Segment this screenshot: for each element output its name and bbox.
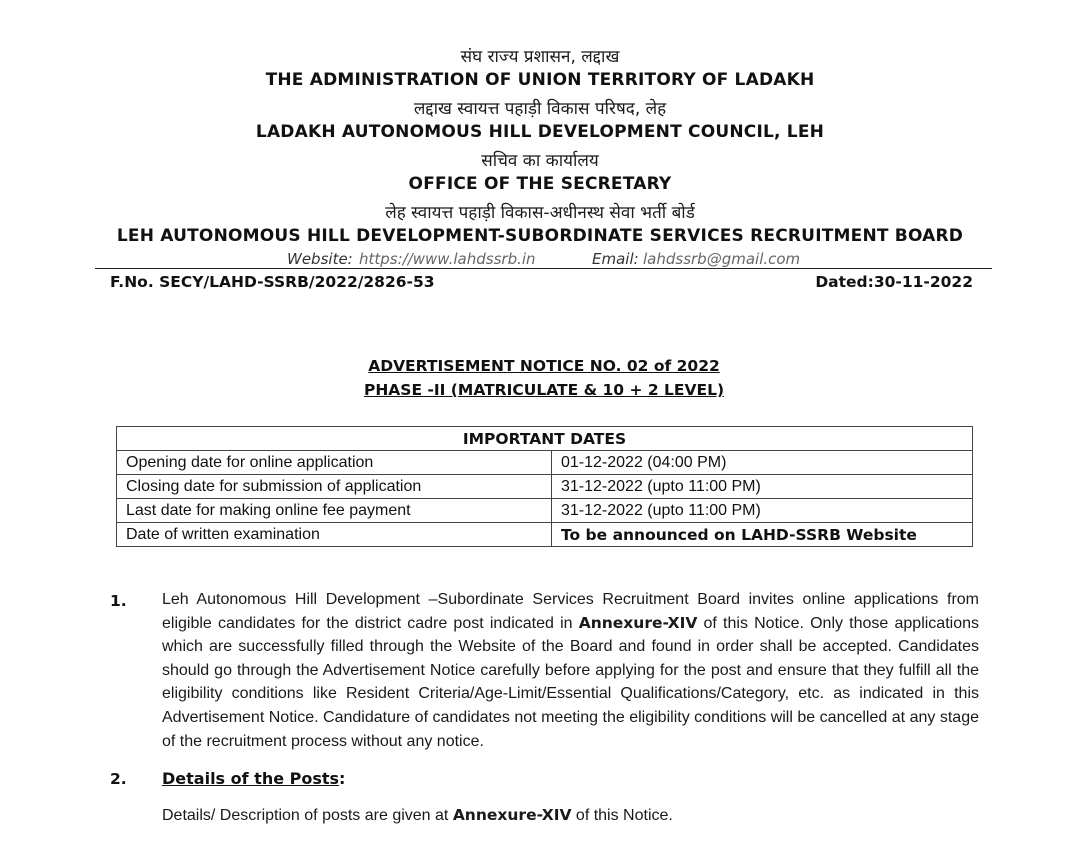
email-link[interactable]: lahdssrb@gmail.com bbox=[643, 250, 801, 268]
date-label: Closing date for submission of application bbox=[117, 475, 552, 499]
date-label: Opening date for online application bbox=[117, 451, 552, 475]
table-row bbox=[117, 499, 973, 523]
table-row bbox=[117, 523, 973, 547]
section-2-text bbox=[162, 806, 673, 825]
header-hindi-office: सचिव का कार्यालय bbox=[481, 151, 599, 171]
para-1-text-b: of this Notice. Only those applications which are successfully filled through the Website of the Board and found in order shall be accepted. Candidates should go through the Advertisement Notice carefully before applying for the post and ensure that they fulfill all the eligibility conditions like Resident Criteria/Age-Limit/Essential Qualifications/Category, etc. as indicated in this Advertisement Notice. Candidature of candidates not meeting the eligibility conditions will be cancelled at any stage of the recruitment process without any notice. bbox=[162, 614, 979, 750]
important-dates-table bbox=[116, 426, 973, 547]
header-office: OFFICE OF THE SECRETARY bbox=[408, 174, 672, 194]
file-number: F.No. SECY/LAHD-SSRB/2022/2826-53 bbox=[110, 273, 435, 291]
header-lahdc: LADAKH AUTONOMOUS HILL DEVELOPMENT COUNCIL, LEH bbox=[255, 122, 825, 142]
para-1-text-a: Leh Autonomous Hill Development –Subordinate Services Recruitment Board invites online applications from eligible candidates for the district cadre post indicated in bbox=[162, 591, 979, 632]
section-2-text-a: Details/ Description of posts are given at bbox=[162, 807, 453, 824]
notice-title: ADVERTISEMENT NOTICE NO. 02 of 2022 bbox=[368, 357, 720, 375]
para-1-annexure: Annexure-XIV bbox=[578, 613, 698, 632]
header-ut-ladakh: THE ADMINISTRATION OF UNION TERRITORY OF LADAKH bbox=[265, 70, 815, 90]
section-2-title-colon: : bbox=[339, 769, 346, 788]
date-value: 01-12-2022 (04:00 PM) bbox=[552, 451, 973, 475]
header-board: LEH AUTONOMOUS HILL DEVELOPMENT-SUBORDINATE SERVICES RECRUITMENT BOARD bbox=[116, 226, 964, 246]
table-row bbox=[117, 451, 973, 475]
date-value: 31-12-2022 (upto 11:00 PM) bbox=[552, 475, 973, 499]
header-hindi-ut-ladakh: संघ राज्य प्रशासन, लद्दाख bbox=[460, 47, 620, 67]
website-link[interactable]: https://www.lahdssrb.in bbox=[359, 250, 536, 268]
header-hindi-lahdc: लद्दाख स्वायत्त पहाड़ी विकास परिषद, लेह bbox=[413, 99, 667, 119]
website-label: Website: bbox=[287, 250, 353, 268]
section-2-title-text: Details of the Posts bbox=[162, 769, 340, 788]
date-label: Date of written examination bbox=[117, 523, 552, 547]
table-header-row bbox=[117, 427, 973, 451]
section-2-annexure: Annexure-XIV bbox=[452, 806, 572, 824]
notice-subtitle: PHASE -II (MATRICULATE & 10 + 2 LEVEL) bbox=[363, 381, 725, 399]
date-label: Last date for making online fee payment bbox=[117, 499, 552, 523]
para-2-number: 2. bbox=[110, 770, 127, 788]
date-value: To be announced on LAHD-SSRB Website bbox=[552, 523, 973, 547]
section-2-text-b: of this Notice. bbox=[571, 807, 673, 824]
dated: Dated:30-11-2022 bbox=[815, 273, 973, 291]
section-2-title bbox=[162, 769, 345, 788]
para-1-text bbox=[162, 588, 979, 753]
para-1-number: 1. bbox=[110, 592, 127, 610]
table-row bbox=[117, 475, 973, 499]
email-label: Email: bbox=[592, 250, 639, 268]
header-divider bbox=[95, 268, 992, 269]
important-dates-heading: IMPORTANT DATES bbox=[117, 427, 973, 451]
date-value: 31-12-2022 (upto 11:00 PM) bbox=[552, 499, 973, 523]
header-hindi-board: लेह स्वायत्त पहाड़ी विकास-अधीनस्थ सेवा भर्ती बोर्ड bbox=[385, 203, 695, 223]
